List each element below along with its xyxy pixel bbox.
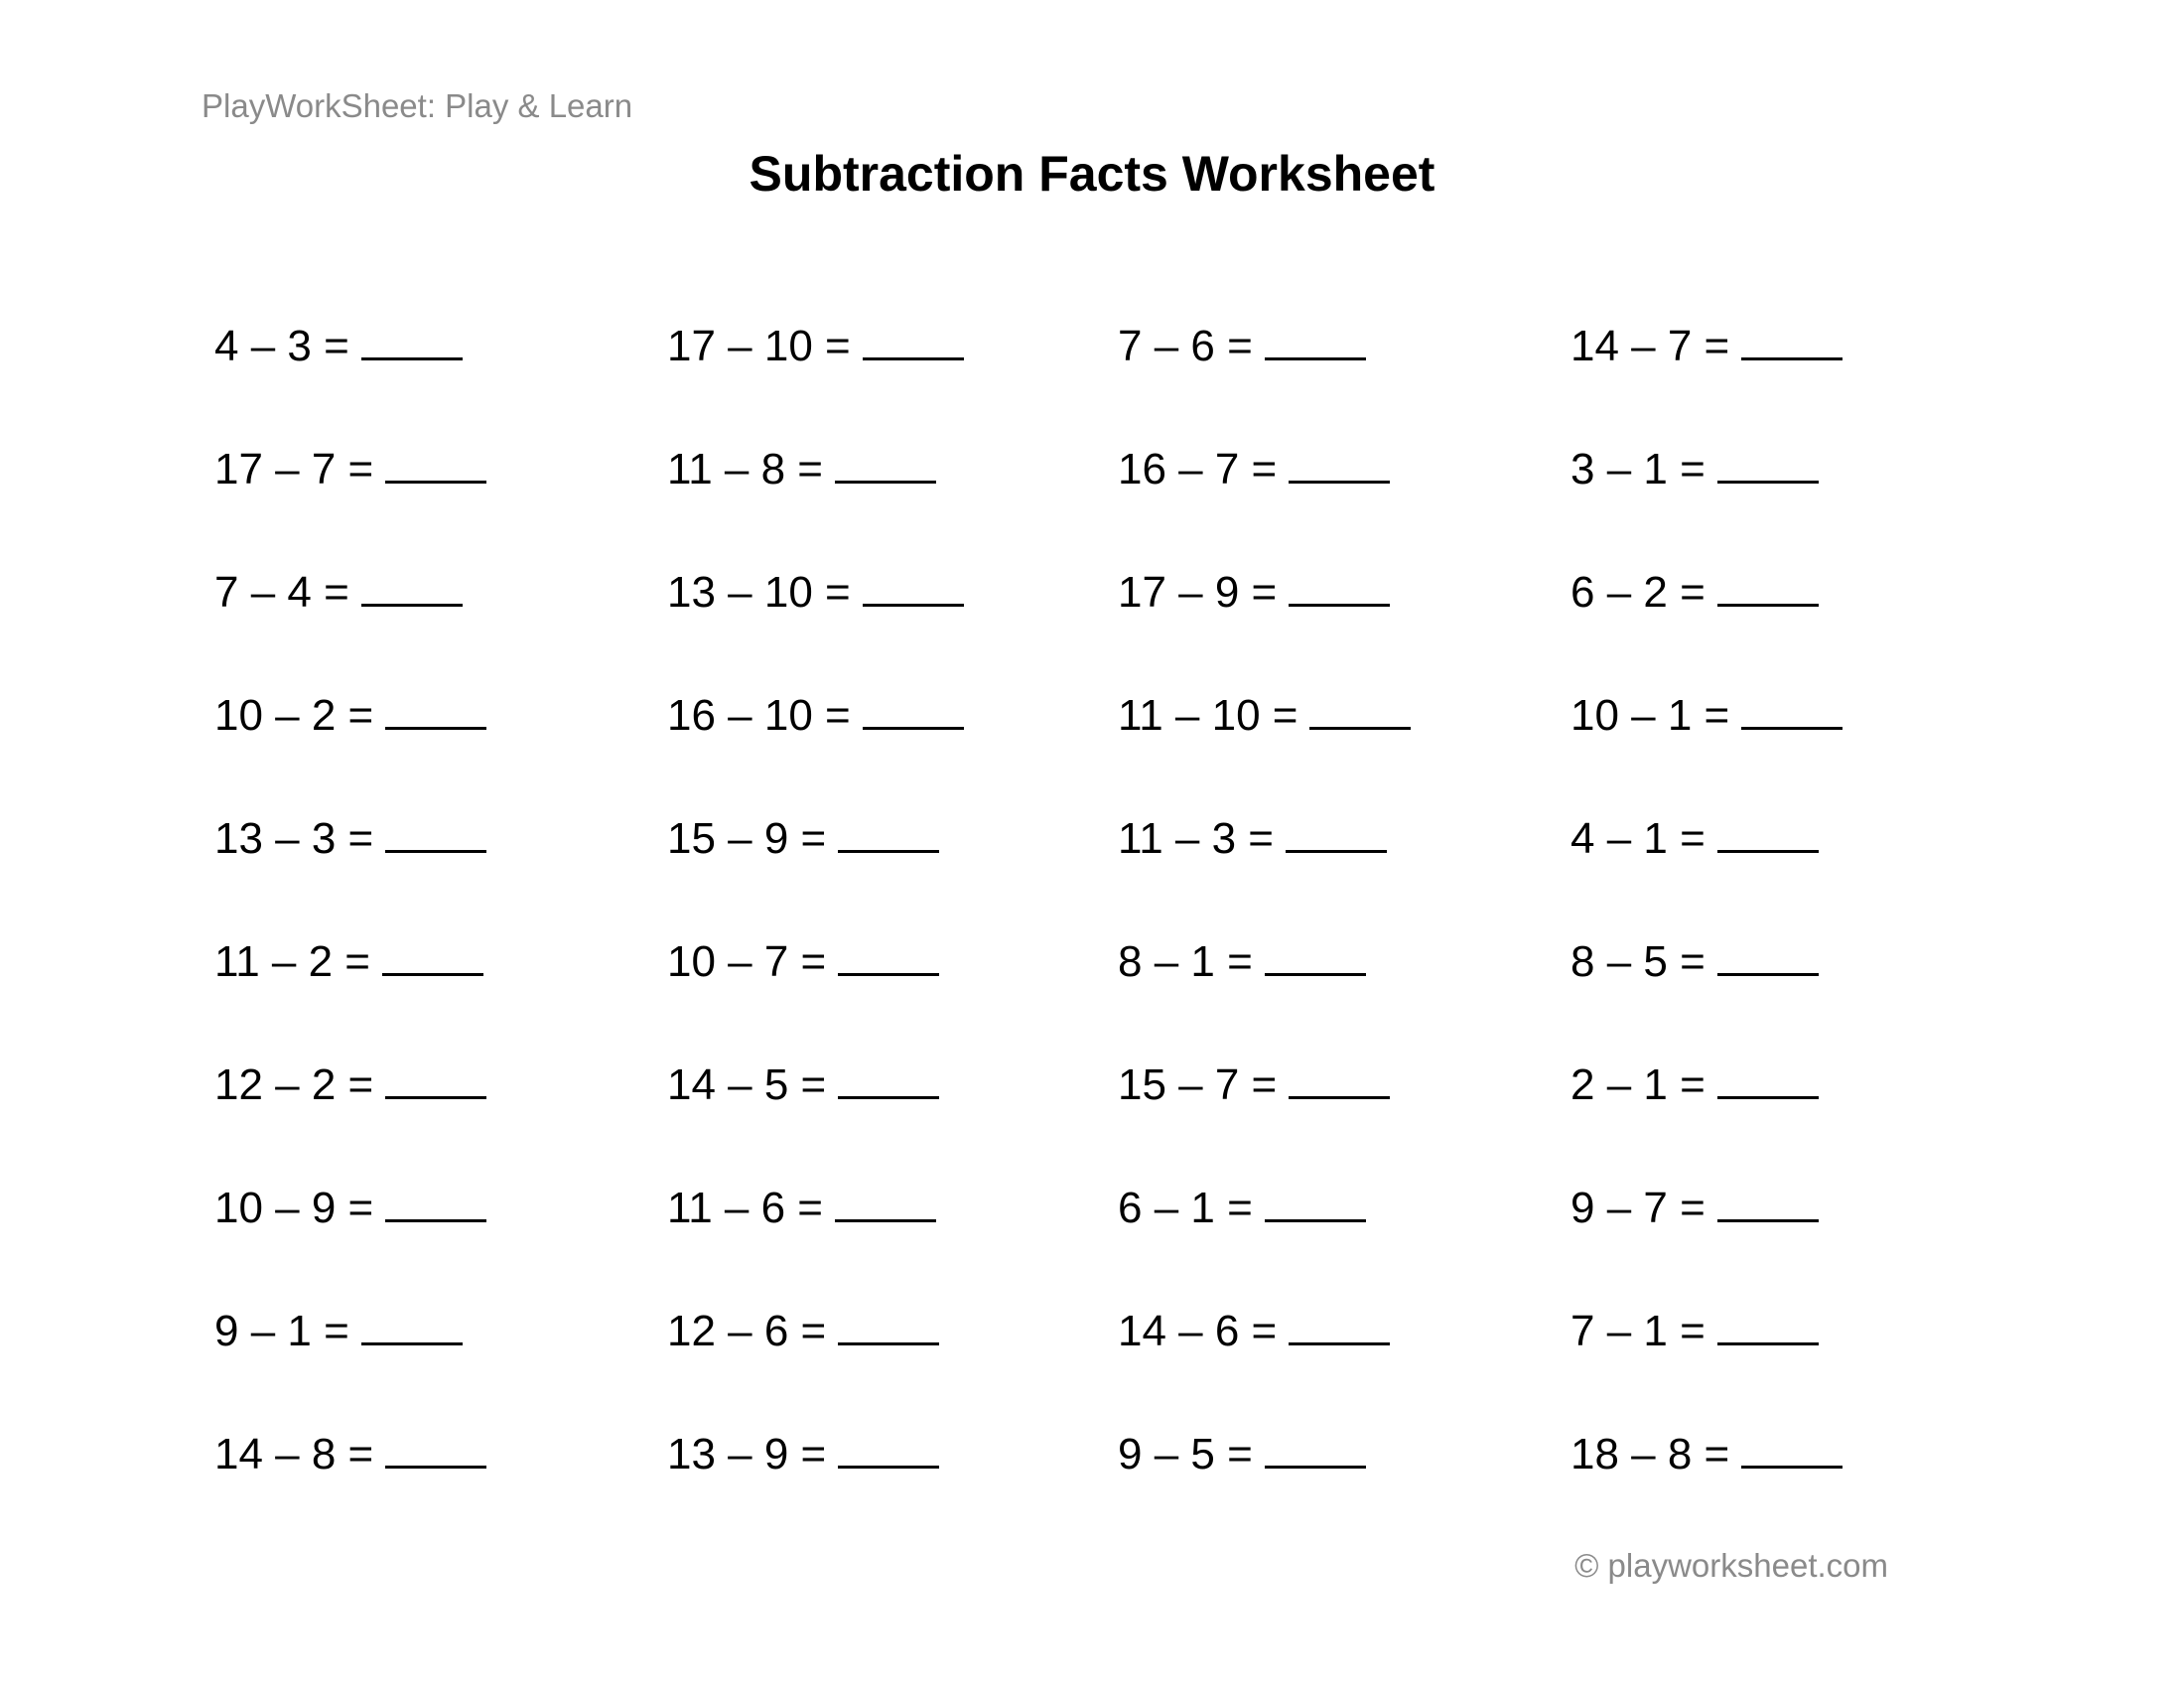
problem-expression: 18 – 8 = bbox=[1570, 1430, 1730, 1478]
problem-expression: 17 – 9 = bbox=[1118, 568, 1278, 617]
answer-blank[interactable] bbox=[385, 1053, 486, 1099]
problem-grid bbox=[214, 314, 2101, 1505]
problem-item bbox=[214, 929, 483, 989]
problem-expression: 7 – 6 = bbox=[1118, 322, 1253, 370]
answer-blank[interactable] bbox=[1265, 1422, 1366, 1469]
problem-expression: 10 – 1 = bbox=[1570, 691, 1730, 740]
problem-item bbox=[1118, 806, 1387, 866]
problem-item bbox=[1570, 437, 1819, 496]
answer-blank[interactable] bbox=[385, 1176, 486, 1222]
answer-blank[interactable] bbox=[863, 314, 964, 360]
problem-expression: 10 – 2 = bbox=[214, 691, 374, 740]
problem-item bbox=[214, 437, 486, 496]
problem-item bbox=[1570, 314, 1843, 373]
problem-item bbox=[1118, 314, 1366, 373]
answer-blank[interactable] bbox=[1265, 314, 1366, 360]
problem-item bbox=[1118, 1176, 1366, 1235]
answer-blank[interactable] bbox=[1741, 1422, 1843, 1469]
problem-item bbox=[214, 560, 463, 620]
problem-item bbox=[214, 1299, 463, 1358]
answer-blank[interactable] bbox=[1717, 1176, 1819, 1222]
problem-expression: 2 – 1 = bbox=[1570, 1060, 1706, 1109]
answer-blank[interactable] bbox=[1289, 1299, 1390, 1345]
problem-item bbox=[1118, 683, 1411, 743]
problem-item bbox=[667, 560, 964, 620]
problem-item bbox=[1118, 929, 1366, 989]
problem-expression: 10 – 9 = bbox=[214, 1184, 374, 1232]
problem-item bbox=[214, 314, 463, 373]
problem-item bbox=[1570, 1053, 1819, 1112]
problem-expression: 12 – 6 = bbox=[667, 1307, 827, 1355]
answer-blank[interactable] bbox=[385, 683, 486, 730]
answer-blank[interactable] bbox=[361, 314, 463, 360]
problem-expression: 11 – 2 = bbox=[214, 937, 370, 986]
problem-expression: 16 – 7 = bbox=[1118, 445, 1278, 493]
answer-blank[interactable] bbox=[838, 1053, 939, 1099]
problem-expression: 7 – 4 = bbox=[214, 568, 349, 617]
problem-expression: 15 – 9 = bbox=[667, 814, 827, 863]
answer-blank[interactable] bbox=[1289, 437, 1390, 484]
answer-blank[interactable] bbox=[1265, 929, 1366, 976]
problem-expression: 11 – 6 = bbox=[667, 1184, 823, 1232]
answer-blank[interactable] bbox=[835, 1176, 936, 1222]
problem-item bbox=[1570, 560, 1819, 620]
problem-item bbox=[1570, 1176, 1819, 1235]
problem-expression: 17 – 10 = bbox=[667, 322, 851, 370]
answer-blank[interactable] bbox=[385, 437, 486, 484]
problem-expression: 13 – 3 = bbox=[214, 814, 374, 863]
answer-blank[interactable] bbox=[1717, 1053, 1819, 1099]
answer-blank[interactable] bbox=[1289, 1053, 1390, 1099]
answer-blank[interactable] bbox=[1741, 314, 1843, 360]
problem-item bbox=[667, 929, 939, 989]
problem-item bbox=[667, 1176, 936, 1235]
answer-blank[interactable] bbox=[361, 1299, 463, 1345]
problem-item bbox=[667, 683, 964, 743]
problem-item bbox=[1118, 1053, 1390, 1112]
problem-expression: 9 – 5 = bbox=[1118, 1430, 1253, 1478]
answer-blank[interactable] bbox=[1286, 806, 1387, 853]
problem-expression: 8 – 5 = bbox=[1570, 937, 1706, 986]
problem-item bbox=[214, 683, 486, 743]
problem-expression: 12 – 2 = bbox=[214, 1060, 374, 1109]
answer-blank[interactable] bbox=[361, 560, 463, 607]
problem-item bbox=[214, 1176, 486, 1235]
problem-expression: 15 – 7 = bbox=[1118, 1060, 1278, 1109]
answer-blank[interactable] bbox=[1717, 929, 1819, 976]
problem-item bbox=[214, 1422, 486, 1481]
problem-expression: 13 – 10 = bbox=[667, 568, 851, 617]
answer-blank[interactable] bbox=[382, 929, 483, 976]
answer-blank[interactable] bbox=[385, 806, 486, 853]
problem-expression: 7 – 1 = bbox=[1570, 1307, 1706, 1355]
answer-blank[interactable] bbox=[835, 437, 936, 484]
problem-expression: 8 – 1 = bbox=[1118, 937, 1253, 986]
problem-expression: 6 – 2 = bbox=[1570, 568, 1706, 617]
problem-item bbox=[1118, 560, 1390, 620]
problem-item bbox=[1118, 1299, 1390, 1358]
answer-blank[interactable] bbox=[838, 929, 939, 976]
problem-item bbox=[1570, 806, 1819, 866]
problem-item bbox=[667, 437, 936, 496]
answer-blank[interactable] bbox=[1309, 683, 1411, 730]
answer-blank[interactable] bbox=[385, 1422, 486, 1469]
problem-item bbox=[667, 314, 964, 373]
answer-blank[interactable] bbox=[1717, 806, 1819, 853]
problem-expression: 9 – 1 = bbox=[214, 1307, 349, 1355]
answer-blank[interactable] bbox=[1717, 437, 1819, 484]
copyright-footer: © playworksheet.com bbox=[1574, 1547, 1888, 1584]
problem-expression: 14 – 8 = bbox=[214, 1430, 374, 1478]
problem-item bbox=[1118, 1422, 1366, 1481]
problem-item bbox=[1118, 437, 1390, 496]
problem-item bbox=[214, 1053, 486, 1112]
problem-expression: 9 – 7 = bbox=[1570, 1184, 1706, 1232]
page-title: Subtraction Facts Worksheet bbox=[749, 146, 1435, 202]
problem-expression: 11 – 10 = bbox=[1118, 691, 1298, 740]
answer-blank[interactable] bbox=[838, 806, 939, 853]
problem-expression: 10 – 7 = bbox=[667, 937, 827, 986]
problem-expression: 6 – 1 = bbox=[1118, 1184, 1253, 1232]
problem-expression: 17 – 7 = bbox=[214, 445, 374, 493]
answer-blank[interactable] bbox=[1717, 1299, 1819, 1345]
problem-item bbox=[214, 806, 486, 866]
problem-item bbox=[1570, 683, 1843, 743]
problem-expression: 11 – 3 = bbox=[1118, 814, 1274, 863]
problem-item bbox=[1570, 1299, 1819, 1358]
problem-expression: 14 – 7 = bbox=[1570, 322, 1730, 370]
problem-expression: 16 – 10 = bbox=[667, 691, 851, 740]
problem-item bbox=[667, 1422, 939, 1481]
answer-blank[interactable] bbox=[838, 1299, 939, 1345]
problem-expression: 13 – 9 = bbox=[667, 1430, 827, 1478]
problem-item bbox=[667, 806, 939, 866]
problem-item bbox=[667, 1299, 939, 1358]
problem-expression: 14 – 6 = bbox=[1118, 1307, 1278, 1355]
answer-blank[interactable] bbox=[1289, 560, 1390, 607]
answer-blank[interactable] bbox=[1741, 683, 1843, 730]
problem-item bbox=[1570, 1422, 1843, 1481]
problem-expression: 11 – 8 = bbox=[667, 445, 823, 493]
problem-item bbox=[1570, 929, 1819, 989]
problem-expression: 3 – 1 = bbox=[1570, 445, 1706, 493]
answer-blank[interactable] bbox=[863, 683, 964, 730]
answer-blank[interactable] bbox=[1717, 560, 1819, 607]
brand-label: PlayWorkSheet: Play & Learn bbox=[202, 87, 633, 124]
answer-blank[interactable] bbox=[838, 1422, 939, 1469]
problem-expression: 4 – 3 = bbox=[214, 322, 349, 370]
problem-item bbox=[667, 1053, 939, 1112]
answer-blank[interactable] bbox=[1265, 1176, 1366, 1222]
problem-expression: 14 – 5 = bbox=[667, 1060, 827, 1109]
problem-expression: 4 – 1 = bbox=[1570, 814, 1706, 863]
answer-blank[interactable] bbox=[863, 560, 964, 607]
